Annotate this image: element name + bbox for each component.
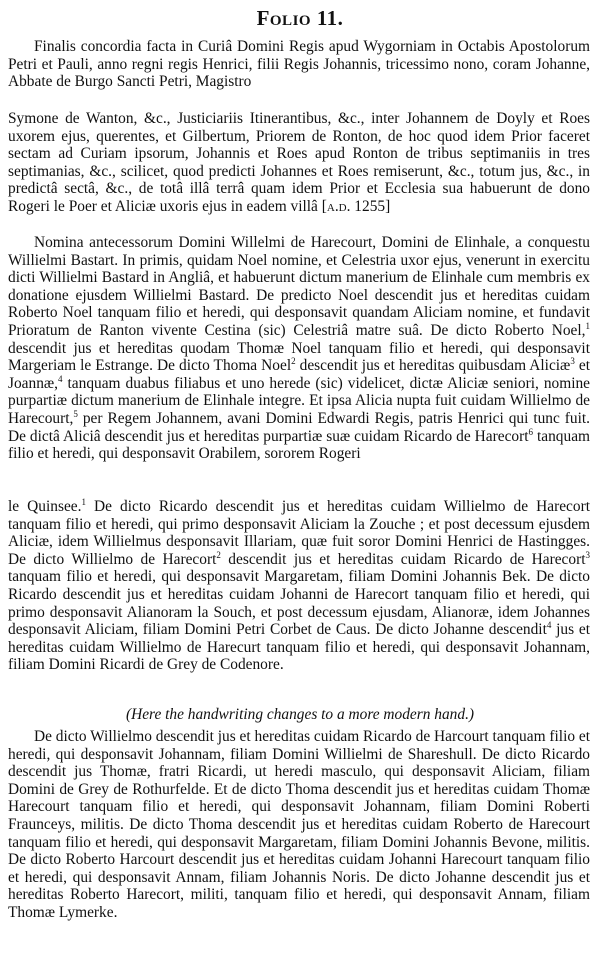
paragraph-text: descendit jus et hereditas quodam Thomæ Noel tanquam filio et heredi, qui desponsavit Margeriam le Estrange. De dicto Thoma Noel (8, 339, 590, 375)
paragraph-text: Finalis concordia facta in Curiâ Domini Regis apud Wygorniam in Octabis Apostolorum Petri et Pauli, anno regni regis Henrici, filii Regis Johannis, tricessimo nono, coram Johanne, Abbate de Burgo Sancti Petri, Magistro (8, 38, 590, 91)
footnote-marker: 2 (291, 356, 296, 367)
paragraph-text: jus et hereditas cuidam Willielmo de Harecurt tanquam filio et heredi, qui desponsavit Johannam, filiam Domini Ricardi de Grey de Codenore. (8, 621, 590, 674)
handwriting-note: (Here the handwriting changes to a more modern hand.) (125, 706, 475, 723)
folio-title: Folio 11. (256, 6, 344, 30)
footnote-marker: 1 (585, 320, 590, 331)
footnote-marker: 6 (528, 426, 533, 437)
paragraph-text: descendit jus et hereditas quibusdam Aliciæ (299, 357, 571, 375)
footnote-marker: 2 (216, 549, 221, 560)
footnote-marker: 3 (570, 356, 575, 367)
footnote-marker: 4 (546, 620, 552, 631)
paragraph-text: le Quinsee. (8, 498, 82, 515)
paragraph-text: Nomina antecessorum Domini Willelmi de Harecourt, Domini de Elinhale, a conquestu Willielmi Bastart. In primis, quidam Noel nomine, et Celestria uxor ejus, venerunt in exercitu dicti Willielmi Bastard in Angliâ, et habuerunt dictum manerium de Elinhale cum membris ex donatione ejusdem Willielmi Bastard. De predicto Noel descendit jus et hereditas cuidam Roberto Noel tanquam filio et heredi, qui desponsavit quandam Aliciam nomine, et fundavit Prioratum de Ranton vivente Cestina (sic) Celestriâ matre suâ. De dicto Roberto Noel, (8, 234, 590, 339)
paragraph-ancestors-continued (8, 498, 590, 674)
paragraph-text: per Regem Johannem, avani Domini Edwardi Regis, patris Henrici qui tunc fuit. De dictâ Aliciâ descendit jus et hereditas purpartiæ suæ cuidam Ricardo de Harecort (8, 409, 590, 445)
footnote-marker: 4 (58, 373, 63, 384)
paragraph-text: Symone de Wanton, &c., Justiciariis Itinerantibus, &c., inter Johannem de Doyly et Roes uxorem ejus, querentes, et Gilbertum, Priorem de Ronton, de hoc quod idem Prior faceret sectam ad Curiam ipsorum, Johannis et Roes apud Ronton de tribus septimaniis in tres septimanias, &c., scilicet, quod predicti Johannes et Roes remiserunt, &c., totum jus, &c., in predictâ sectâ, &c., de totâ illâ terrâ quam idem Prior et Ecclesia sua habuerunt de dono Rogeri le Poer et Aliciæ uxoris ejus in eadem villâ (8, 110, 590, 215)
paragraph-text: descendit jus et hereditas cuidam Ricardo de Harecort (228, 550, 586, 568)
paragraph-ancestors (8, 234, 590, 463)
paragraph-text: tanquam filio et heredi, qui desponsavit Orabilem, sororem Rogeri (8, 427, 590, 463)
paragraph-text: De dicto Willielmo descendit jus et hereditas cuidam Ricardo de Harcourt tanquam filio et heredi, qui desponsavit Johannam, filiam Domini Willielmi de Shareshull. De dicto Ricardo descendit jus Thomæ, fratri Ricardi, ut heredi masculo, qui desponsavit Aliciam, filiam Domini de Grey de Rothurfelde. Et de dicto Thoma descendit jus et hereditas cuidam Thomæ Harecourt tanquam filio et heredi, qui desponsavit Johannam, filiam Domini Roberti Fraunceys, militis. De dicto Thoma descendit jus et hereditas cuidam Roberto de Harecourt tanquam filio et heredi, qui desponsavit Margaretam, filiam Domini Johannis Bevone, militis. De dicto Roberto Harcourt descendit jus et hereditas cuidam Johanni Harecourt tanquam filio et heredi, qui desponsavit Annam, filiam Johannis Noris. De dicto Johanne descendit jus et hereditas Roberto Harecort, militi, tanquam filio et heredi, qui desponsavit Annam, filiam Thomæ Lymerke. (8, 728, 590, 921)
footnote-marker: 1 (81, 496, 86, 507)
paragraph-text: De dicto Ricardo descendit jus et hereditas cuidam Willielmo de Harecort tanquam filio et heredi, qui primo desponsavit Aliciam la Zouche ; et post decessum ejusdem Aliciæ, idem Willielmus desponsavit Illariam, quæ fuit soror Domini Henrici de Hastingges. De dicto Willielmo de Harecort (8, 498, 590, 568)
paragraph-final-concord-continued (8, 110, 590, 216)
footnote-marker: 5 (73, 408, 78, 419)
paragraph-text: tanquam duabus filiabus et uno herede (sic) videlicet, dictæ Aliciæ seniori, nomine purpartiæ dictum manerium de Elinhale integre. Et ipsa Alicia nupta fuit cuidam Willielmo de Harecourt, (8, 374, 590, 427)
paragraph-text: et Joannæ, (8, 357, 590, 392)
paragraph-text: tanquam filio et heredi, qui desponsavit Margaretam, filiam Domini Johannis Bek. De dicto Ricardo descendit jus et hereditas cuidam Johanni de Harecort tanquam filio et heredi, qui primo desponsavit Alianoram la Souch, et post decessum ejusdam, Alianoræ, idem Johannes desponsavit Aliciam, filiam Domini Petri Corbet de Caus. De dicto Johanne descendit (8, 568, 590, 639)
paragraph-later-hand (8, 728, 590, 922)
date-marker: [a.d. 1255] (321, 197, 391, 215)
paragraph-final-concord (8, 38, 590, 91)
footnote-marker: 3 (585, 549, 590, 560)
